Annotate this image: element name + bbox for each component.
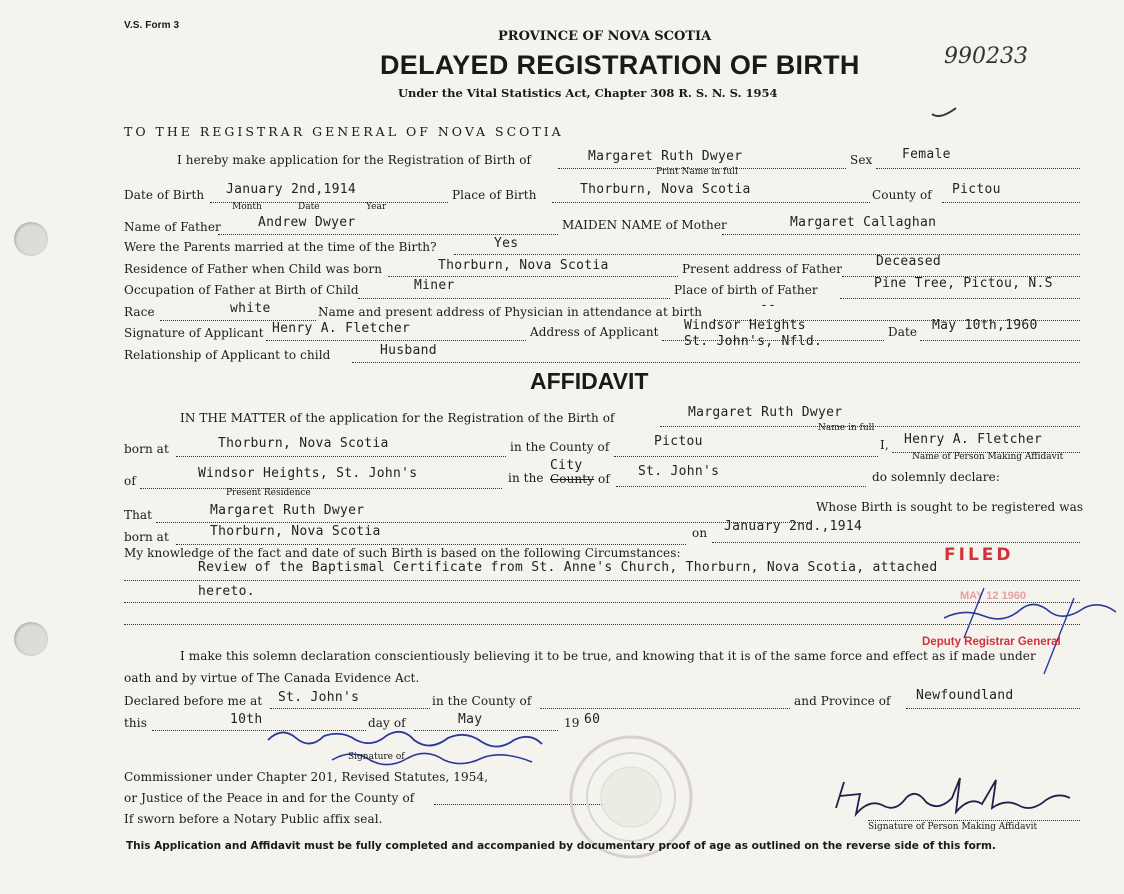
check-mark (930, 104, 960, 120)
circumstance-line2: hereto. (198, 584, 255, 599)
page-title: DELAYED REGISTRATION OF BIRTH (380, 50, 860, 80)
date-value: May 10th,1960 (932, 318, 1038, 333)
born-at-label: born at (124, 442, 169, 456)
registration-number: 990233 (944, 44, 1028, 69)
physician-value: -- (760, 298, 777, 313)
punch-hole-bottom (14, 622, 48, 656)
residence-value: Windsor Heights, St. John's (198, 466, 418, 481)
mother-value: Margaret Callaghan (790, 215, 937, 230)
i-label: I, (880, 438, 889, 452)
occupation-value: Miner (414, 278, 455, 293)
footer-note: This Application and Affidavit must be fully completed and accompanied by documentary proof of age as outlined on the reverse side of this form. (126, 840, 996, 852)
born-at2-label: born at (124, 530, 169, 544)
knowledge-label: My knowledge of the fact and date of such Birth is based on the following Circumstances: (124, 546, 681, 560)
mother-label: MAIDEN NAME of Mother (562, 218, 727, 232)
form-code: V.S. Form 3 (124, 20, 180, 31)
county-value: Pictou (952, 182, 1001, 197)
justice-label: or Justice of the Peace in and for the County of (124, 791, 415, 805)
race-label: Race (124, 305, 155, 319)
province-value: Newfoundland (916, 688, 1014, 703)
on-label: on (692, 526, 708, 540)
declared-label: Declared before me at (124, 694, 263, 708)
father-pob-label: Place of birth of Father (674, 283, 818, 297)
signature-of-label: Signature of (348, 752, 405, 762)
to-registrar-line: TO THE REGISTRAR GENERAL OF NOVA SCOTIA (124, 124, 564, 139)
father-pob-value: Pine Tree, Pictou, N.S (874, 276, 1053, 291)
present-addr-value: Deceased (876, 254, 942, 269)
born-at2-value: Thorburn, Nova Scotia (210, 524, 381, 539)
city-value: City (550, 458, 583, 473)
sex-label: Sex (850, 153, 873, 167)
sig-applicant-label: Signature of Applicant (124, 326, 264, 340)
year-hint: Year (366, 202, 387, 212)
solemnly-label: do solemnly declare: (872, 470, 1000, 484)
province-label: and Province of (794, 694, 891, 708)
date-label: Date (888, 325, 918, 339)
commissioner-label: Commissioner under Chapter 201, Revised Statutes, 1954, (124, 770, 489, 784)
dob-label: Date of Birth (124, 188, 205, 202)
affiant-hint: Name of Person Making Affidavit (912, 452, 1064, 462)
filed-stamp: FILED (944, 545, 1014, 565)
addr-applicant-label: Address of Applicant (530, 325, 659, 339)
affidavit-county-value: Pictou (654, 434, 703, 449)
father-value: Andrew Dwyer (258, 215, 356, 230)
relationship-value: Husband (380, 343, 437, 358)
province-heading: PROVINCE OF NOVA SCOTIA (498, 29, 712, 44)
sex-value: Female (902, 147, 951, 162)
circumstance-line1: Review of the Baptismal Certificate from St. Anne's Church, Thorburn, Nova Scotia, attached (198, 560, 938, 575)
city-name-value: St. John's (638, 464, 720, 479)
county-struck: County (550, 472, 595, 486)
year-prefix: 19 (564, 716, 580, 730)
relationship-label: Relationship of Applicant to child (124, 348, 331, 362)
declaration-line1: I make this solemn declaration conscientiously believing it to be true, and knowing that it is of the same force and effect as if made under (180, 649, 1036, 663)
apply-label: I hereby make application for the Registration of Birth of (177, 153, 532, 167)
that-name-value: Margaret Ruth Dwyer (210, 503, 365, 518)
physician-label: Name and present address of Physician in attendance at birth (318, 305, 703, 319)
page-subtitle: Under the Vital Statistics Act, Chapter 308 R. S. N. S. 1954 (398, 86, 778, 100)
month-hint: Month (232, 202, 262, 212)
this-label: this (124, 716, 147, 730)
of-label: of (124, 474, 136, 488)
present-addr-label: Present address of Father (682, 262, 843, 276)
filed-stamp-date: MAY 12 1960 (960, 590, 1027, 602)
deputy-registrar-stamp: Deputy Registrar General (922, 636, 1061, 648)
that-label: That (124, 508, 153, 522)
name-full-hint: Name in full (818, 423, 875, 433)
sig-affiant-label: Signature of Person Making Affidavit (868, 822, 1038, 832)
pob-value: Thorburn, Nova Scotia (580, 182, 751, 197)
in-the-label: in the (508, 471, 544, 485)
married-label: Were the Parents married at the time of the Birth? (124, 240, 437, 254)
born-at-value: Thorburn, Nova Scotia (218, 436, 389, 451)
notary-label: If sworn before a Notary Public affix seal. (124, 812, 383, 826)
month-value: May (458, 712, 483, 727)
addr-applicant-line2: St. John's, Nfld. (684, 334, 823, 349)
residence-hint: Present Residence (226, 488, 311, 498)
res-father-label: Residence of Father when Child was born (124, 262, 383, 276)
registrar-signature (924, 578, 1124, 678)
child-name-value: Margaret Ruth Dwyer (588, 149, 743, 164)
county-label: County of (872, 188, 932, 202)
sig-applicant-value: Henry A. Fletcher (272, 321, 411, 336)
father-label: Name of Father (124, 220, 221, 234)
print-name-hint: Print Name in full (656, 167, 738, 177)
occupation-label: Occupation of Father at Birth of Child (124, 283, 359, 297)
punch-hole-top (14, 222, 48, 256)
affiant-value: Henry A. Fletcher (904, 432, 1043, 447)
date-hint: Date (298, 202, 320, 212)
race-value: white (230, 301, 271, 316)
affidavit-heading: AFFIDAVIT (530, 368, 649, 394)
day-value: 10th (230, 712, 263, 727)
declared-at-value: St. John's (278, 690, 360, 705)
year-suffix-value: 60 (584, 712, 601, 727)
county-of-label: in the County of (432, 694, 532, 708)
commissioner-signature (262, 722, 562, 772)
addr-applicant-line1: Windsor Heights (684, 318, 806, 333)
affiant-signature (826, 768, 1086, 824)
matter-name-value: Margaret Ruth Dwyer (688, 405, 843, 420)
pob-label: Place of Birth (452, 188, 537, 202)
declaration-line2: oath and by virtue of The Canada Evidence Act. (124, 671, 420, 685)
in-county-label: in the County of (510, 440, 610, 454)
of2-label: of (598, 472, 610, 486)
matter-label: IN THE MATTER of the application for the Registration of the Birth of (180, 411, 615, 425)
on-date-value: January 2nd.,1914 (724, 519, 863, 534)
res-father-value: Thorburn, Nova Scotia (438, 258, 609, 273)
married-value: Yes (494, 236, 519, 251)
day-of-label: day of (368, 716, 406, 730)
whose-label: Whose Birth is sought to be registered was (816, 500, 1084, 514)
dob-value: January 2nd,1914 (226, 182, 357, 197)
